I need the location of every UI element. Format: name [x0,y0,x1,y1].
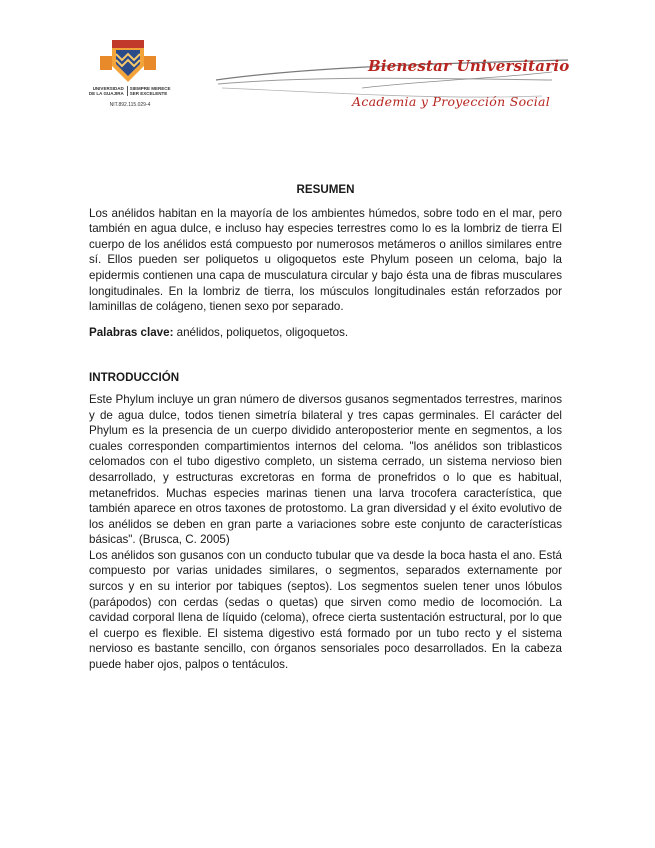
university-name-block [88,86,172,96]
keywords-line [89,325,562,341]
banner-subtitle: Academia y Proyección Social [352,94,551,109]
resumen-title: RESUMEN [296,183,355,196]
nit-number: NIT.892.115.029-4 [109,102,151,108]
banner-title: Bienestar Universitario [368,57,570,75]
introduccion-paragraph-1: Este Phylum incluye un gran número de diversos gusanos segmentados terrestres, marinos y de agua dulce, todos tienen simetría bilateral y tres capas germinales. El carácter del Phylum es la presencia de un cuerpo dividido anteroposterior mente en segmentos, a los cuales corresponden compartimientos internos del celoma. "los anélidos son triblasticos celomados con el tubo digestivo completo, un sistema cerrado, un sistema nervioso bien desarrollado, y estructuras excretoras en forma de pronefridos o lo que es habitual, metanefridos. Muchas especies marinas tienen una larva trocofera característica, que también aparece en otros taxones de protostomo. La gran diversidad y el éxito evolutivo de los anélidos se deben en gran parte a variaciones sobre este conjunto de características básicas". (Brusca, C. 2005) [89,392,562,547]
university-name: UNIVERSIDAD DE LA GUAJIRA [88,86,124,96]
keywords-value: anélidos, poliquetos, oligoquetos. [173,325,349,339]
page-header [0,0,655,130]
university-motto: SIEMPRE MERECE SER EXCELENTE [127,86,172,96]
keywords-label: Palabras clave: [89,325,174,339]
resumen-paragraph: Los anélidos habitan en la mayoría de los ambientes húmedos, sobre todo en el mar, pero también en agua dulce, e incluso hay especies terrestres como lo es la lombriz de tierra El cuerpo de los anélidos está compuesto por numerosos metámeros o anillos similares entre sí. Ellos pueden ser poliquetos u oligoquetos este Phylum poseen un celoma, bajo la epidermis contienen una capa de musculatura circular y bajo ésta una de fibras musculares longitudinales. En la lombriz de tierra, los músculos longitudinales están reforzados por laminillas de colágeno, tienen sexo por separado. [89,206,562,314]
document-body [89,182,562,673]
introduccion-paragraph-2: Los anélidos son gusanos con un conducto tubular que va desde la boca hasta el ano. Está compuesto por varias unidades similares, o segmentos, separados externamente por surcos y en su interior por tabiques (septos). Los segmentos suelen tener unos lóbulos (parápodos) con cerdas (sedas o quetas) que sirven como medio de locomoción. La cavidad corporal llena de líquido (celoma), ofrece cierta sustentación estructural, por lo que el cuerpo es flexible. El sistema digestivo está formado por un tubo recto y el sistema nervioso es bastante sencillo, con órganos sensoriales poco desarrollados. En la cabeza puede haber ojos, palpos o tentáculos. [89,548,562,672]
introduccion-title: INTRODUCCIÓN [89,371,180,385]
